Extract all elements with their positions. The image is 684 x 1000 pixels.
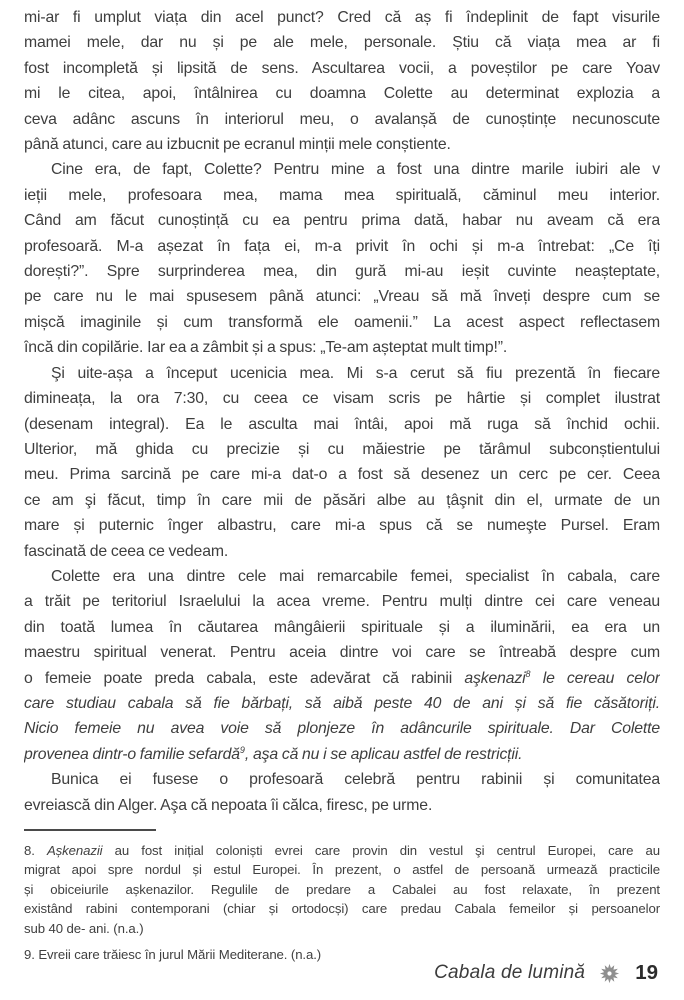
paragraph-5 xyxy=(24,767,660,818)
footnote-line: și obiceiurile așkenazilor. Regulile de predare a Cabalei au fost relaxate, în prezent xyxy=(24,881,660,897)
footnote-marker: 8. xyxy=(24,843,47,858)
text-line: care studiau cabala să fie bărbați, să aibă peste 40 de ani și să fie căsătoriți. xyxy=(24,694,660,712)
paragraph-4 xyxy=(24,564,660,767)
text-line: Şi uite-așa a început ucenicia mea. Mi s-a cerut să fiu prezentă în fiecare xyxy=(51,364,660,382)
text-line: Ulterior, mă ghida cu precizie și cu măiestrie pe tărâmul subconștientului xyxy=(24,440,660,458)
text-line: Colette era una dintre cele mai remarcabile femei, specialist în cabala, care xyxy=(51,567,660,585)
text-line: meu. Prima sarcină pe care mi-a dat-o a fost să desenez un cerc pe cer. Ceea xyxy=(24,466,660,484)
paragraph-1 xyxy=(24,5,660,157)
text-line: până atunci, care au izbucnit pe ecranul minții mele conștiente. xyxy=(24,136,451,154)
text-line: mi le citea, apoi, întâlnirea cu doamna Colette au determinat explozia a xyxy=(24,85,660,103)
text-segment: au fost inițial coloniști evrei care provin din vestul şi centrul Europei, care au xyxy=(102,843,660,858)
text-line: ce am şi făcut, timp în care mii de păsări albe au țâşnit din el, urmate de un xyxy=(24,491,660,509)
footnote-line xyxy=(24,841,660,860)
text-line: mamei mele, dar nu și pe ale mele, personale. Știu că viața mea ar fi xyxy=(24,34,660,52)
text-segment-italic: provenea dintr-o familie sefardă xyxy=(24,745,240,763)
text-line: dorești?”. Spre surprinderea mea, din gură mi-au ieșit cuvinte neașteptate, xyxy=(24,263,660,281)
footnote-9: 9. Evreii care trăiesc în jurul Mării Mediterane. (n.a.) xyxy=(24,946,322,962)
page-number: 19 xyxy=(635,961,658,984)
text-line: încă din copilărie. Iar ea a zâmbit și a spus: „Te-am așteptat mult timp!”. xyxy=(24,339,508,357)
text-segment: o femeie poate preda cabala, este adevărat că rabinii xyxy=(24,669,465,687)
text-line: Când am făcut cunoștință cu ea pentru prima dată, habar nu aveam că era xyxy=(24,212,660,230)
text-line: mișcă imaginile și cum transformă ele oamenii.” La acest aspect reflectasem xyxy=(24,313,660,331)
text-line: profesoară. M-a așezat în fața ei, m-a privit în ochi și m-a întrebat: „Ce îți xyxy=(24,237,660,255)
text-line: din toată lumea în căutarea mângâierii spirituale și a iluminării, ea era un xyxy=(24,618,660,636)
text-line: Cine era, de fapt, Colette? Pentru mine a fost una dintre marile iubiri ale v xyxy=(51,161,660,179)
text-line: mare și puternic înger albastru, care mi-a spus că se numeşte Pursel. Eram xyxy=(24,517,660,535)
text-segment-italic: aşkenazi xyxy=(464,669,526,687)
text-line: evreiască din Alger. Aşa că nepoata îi călca, firesc, pe urme. xyxy=(24,796,433,814)
text-line: ceva adânc ascuns în interiorul meu, o avalanșă de cunoștințe necunoscute xyxy=(24,110,660,128)
page-footer xyxy=(434,961,658,985)
text-line: pe care nu le mai spusesem până atunci: „Vreau să mă înveți despre cum se xyxy=(24,288,660,306)
footnote-line: sub 40 de- ani. (n.a.) xyxy=(24,920,144,936)
text-block xyxy=(24,5,660,964)
text-segment-italic: , aşa că nu i se aplicau astfel de restricții. xyxy=(244,745,523,763)
footnote-ref-8: 8 xyxy=(525,668,531,679)
text-line: Bunica ei fusese o profesoară celebră pentru rabinii și comunitatea xyxy=(51,771,660,789)
text-line: fascinată de ceea ce vedeam. xyxy=(24,542,229,560)
text-line: ieții mele, profesoara mea, mama mea spirituală, căminul meu interior. xyxy=(24,186,660,204)
footnote-8 xyxy=(24,841,660,938)
footnote-term-italic: Așkenazii xyxy=(46,843,103,858)
footnote-separator xyxy=(24,829,156,831)
book-title: Cabala de lumină xyxy=(434,962,586,983)
footnote-line: migrat apoi spre nordul și estul Europei. În prezent, o astfel de persoană urmează practicile xyxy=(24,862,660,878)
text-line xyxy=(24,742,660,767)
text-line xyxy=(24,666,660,691)
text-segment-italic: le cereau celor xyxy=(530,669,660,687)
text-line: dimineața, la ora 7:30, cu ceea ce visam scris pe hârtie și complet ilustrat xyxy=(24,390,660,408)
text-line: mi-ar fi umplut viața din acel punct? Cred că aș fi îndeplinit de fapt visurile xyxy=(24,9,660,26)
footnote-ref-9: 9 xyxy=(239,744,245,755)
text-line: a trăit pe teritoriul Israelului la acea vreme. Pentru mulți dintre cei care veneau xyxy=(24,593,660,611)
sun-ornament-icon xyxy=(598,962,621,985)
text-line: (desenam integral). Ea le asculta mai întâi, apoi mă ruga să închid ochii. xyxy=(24,415,660,433)
text-line: maestru spiritual venerat. Pentru aceia dintre voi care se întreabă despre cum xyxy=(24,644,660,662)
text-line: fost incompletă și lipsită de sens. Ascultarea vocii, a poveștilor pe care Yoav xyxy=(24,59,660,77)
text-line: Nicio femeie nu avea voie să plonjeze în adâncurile spirituale. Dar Colette xyxy=(24,720,660,738)
paragraph-2 xyxy=(24,157,660,360)
paragraph-3 xyxy=(24,361,660,564)
footnote-line: existând rabini contemporani (chiar și ortodocși) care predau Cabala femeilor și persoanelor xyxy=(24,901,660,917)
